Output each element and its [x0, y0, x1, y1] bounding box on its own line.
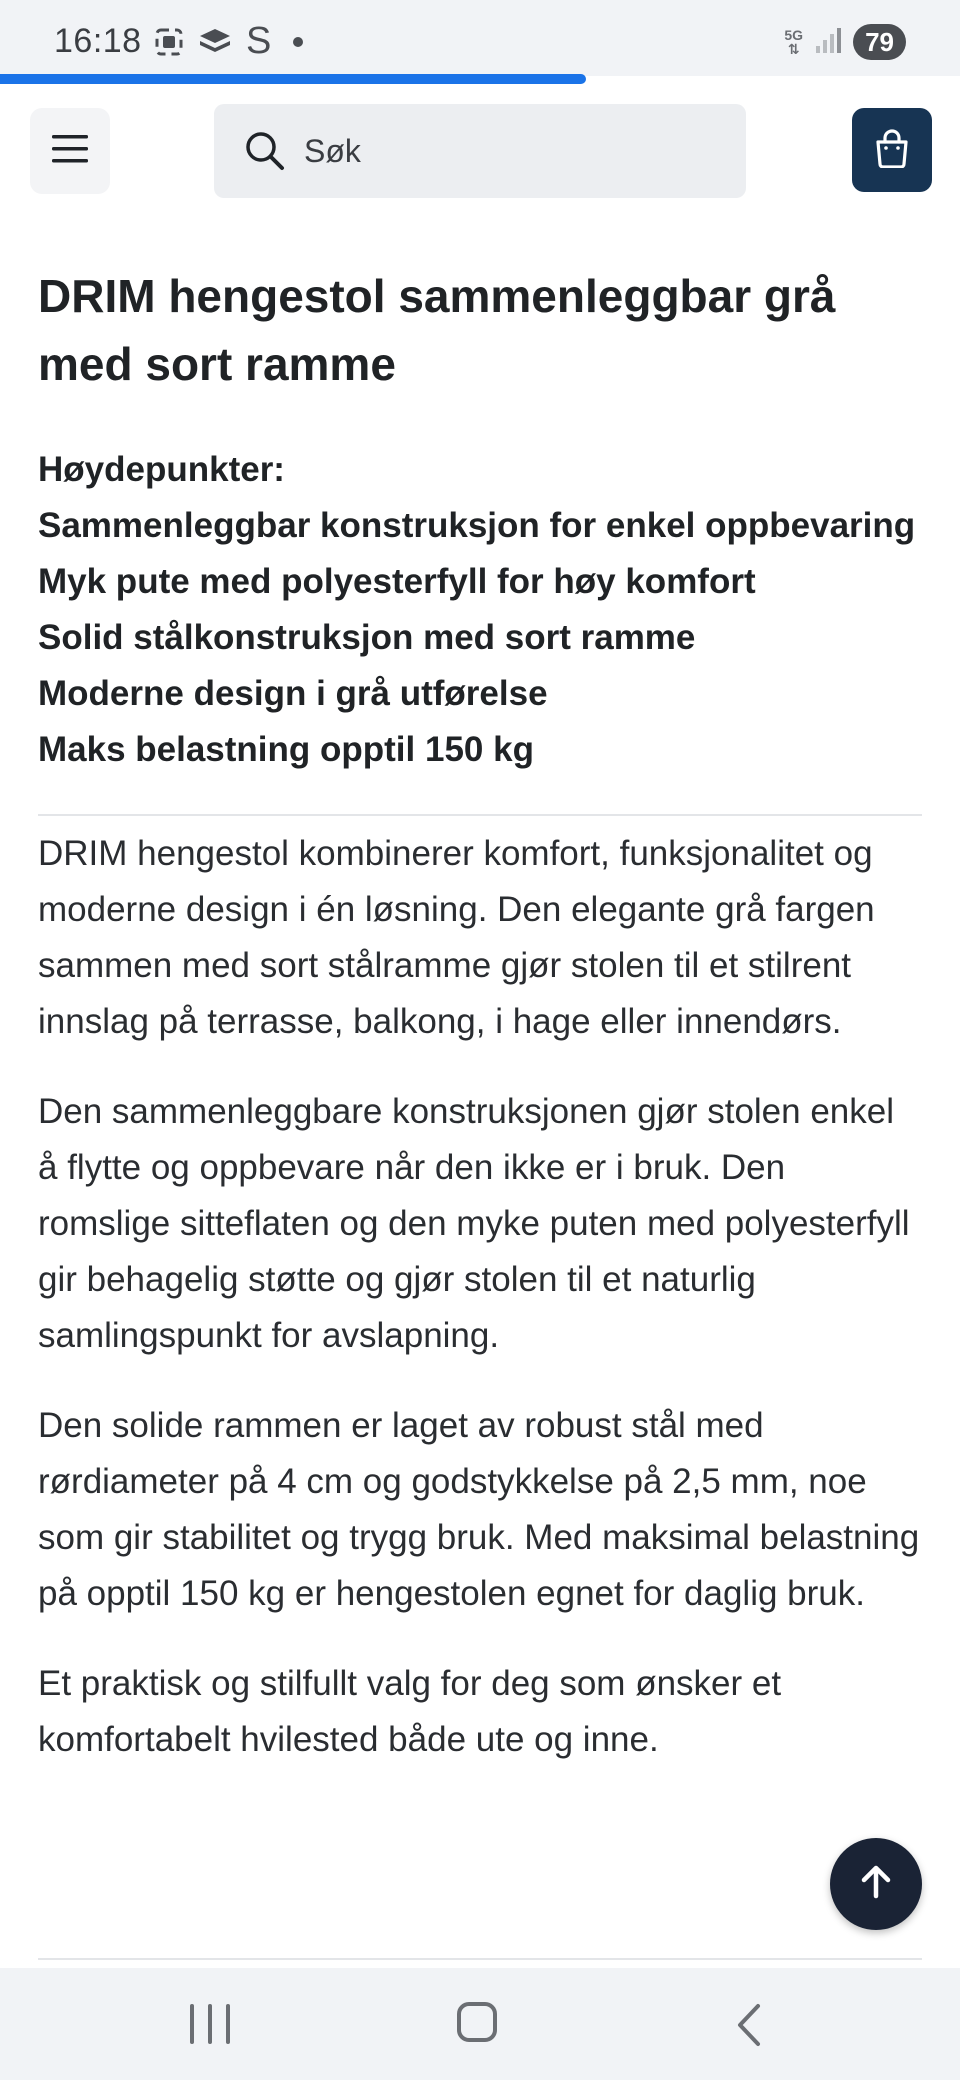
back-to-top-button[interactable]	[830, 1838, 922, 1930]
menu-button[interactable]	[30, 108, 110, 194]
search-bar[interactable]	[214, 104, 746, 198]
status-notification-icons	[154, 20, 303, 62]
more-notifications-dot	[293, 37, 303, 47]
description-paragraph: Et praktisk og stilfullt valg for deg som ønsker et komfortabelt hvilested både ute og inne.	[38, 1664, 782, 1759]
status-time: 16:18	[54, 22, 142, 60]
recent-apps-icon[interactable]	[190, 1998, 230, 2048]
highlight-item: Sammenleggbar konstruksjon for enkel oppbevaring	[38, 506, 916, 545]
highlight-item: Moderne design i grå utførelse	[38, 674, 548, 713]
highlight-item: Solid stålkonstruksjon med sort ramme	[38, 618, 696, 657]
search-icon[interactable]	[244, 129, 288, 173]
highlights-heading: Høydepunkter:	[38, 450, 285, 489]
highlight-item: Myk pute med polyesterfyll for høy komfort	[38, 562, 756, 601]
product-content	[38, 262, 922, 1768]
back-icon[interactable]	[730, 2002, 770, 2048]
description-paragraph: Den sammenleggbare konstruksjonen gjør stolen enkel å flytte og oppbevare når den ikke er i bruk. Den romslige sitteflaten og den myke puten med polyesterfyll gir behagelig støtte og gjør stolen til et naturlig samlingspunkt for avslapning.	[38, 1092, 910, 1355]
product-description	[38, 826, 922, 1768]
section-divider	[38, 814, 922, 816]
description-paragraph: Den solide rammen er laget av robust stål med rørdiameter på 4 cm og godstykkelse på 2,5 mm, noe som gir stabilitet og trygg bruk. Med maksimal belastning på opptil 150 kg er hengestolen egnet for daglig bruk.	[38, 1406, 920, 1613]
product-title: DRIM hengestol sammenleggbar grå med sort ramme	[38, 270, 836, 390]
status-system-icons	[784, 24, 906, 60]
page-load-progress	[0, 74, 960, 84]
page-load-progress-fill	[0, 74, 586, 84]
signal-icon	[815, 26, 841, 59]
app-letter-icon: S	[246, 20, 272, 62]
screenshot-icon	[154, 27, 184, 57]
hamburger-icon	[50, 133, 90, 170]
home-icon[interactable]	[457, 2002, 497, 2042]
highlight-item: Maks belastning opptil 150 kg	[38, 730, 534, 769]
system-navigation-bar	[0, 1968, 960, 2080]
battery-indicator: 79	[853, 24, 906, 60]
cart-button[interactable]	[852, 108, 932, 192]
description-paragraph: DRIM hengestol kombinerer komfort, funksjonalitet og moderne design i én løsning. Den elegante grå fargen sammen med sort stålramme gjør stolen til et stilrent innslag på terrasse, balkong, i hage eller innendørs.	[38, 834, 875, 1041]
search-input[interactable]	[302, 132, 726, 171]
product-highlights	[38, 442, 922, 778]
layers-icon	[198, 27, 232, 57]
status-bar	[0, 0, 960, 76]
bottom-divider	[38, 1958, 922, 1960]
network-type: 5G ⇅	[784, 27, 804, 57]
arrow-up-icon	[856, 1862, 896, 1907]
shopping-bag-icon	[873, 128, 911, 173]
